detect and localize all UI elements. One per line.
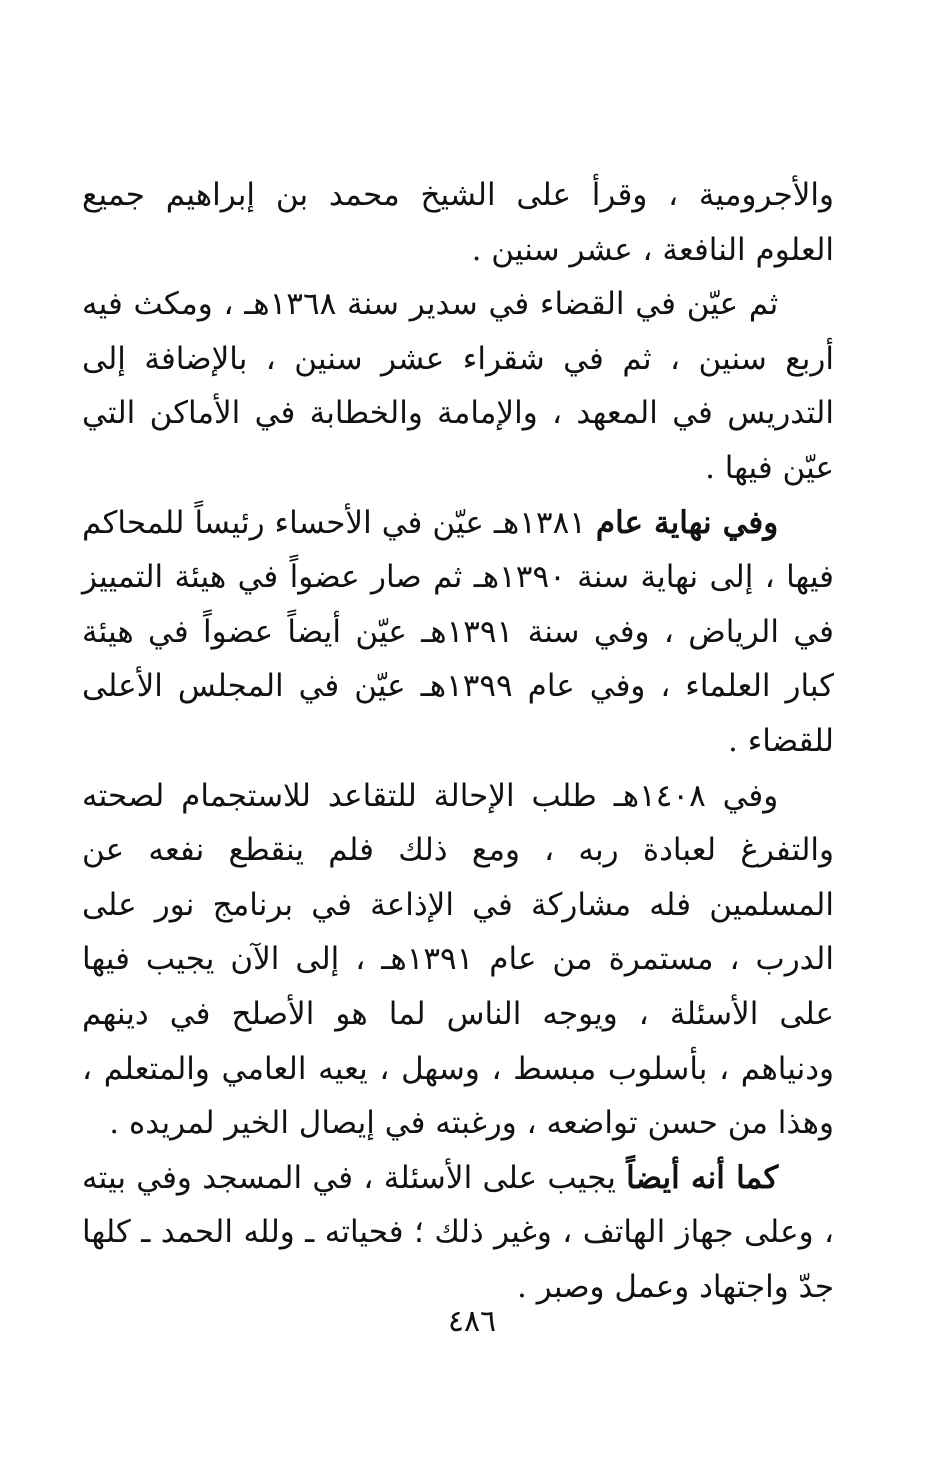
paragraph-3-text: ١٣٨١هـ عيّن في الأحساء رئيساً للمحاكم فيها ، إلى نهاية سنة ١٣٩٠هـ ثم صار عضواً في هيئة التمييز في الرياض ، وفي سنة ١٣٩١هـ عيّن أيضاً عضواً في هيئة كبار العلماء ، وفي عام ١٣٩٩هـ عيّن في المجلس الأعلى للقضاء . — [82, 504, 834, 759]
paragraph-3 — [82, 496, 834, 769]
paragraph-5-lead: كما أنه أيضاً — [626, 1159, 779, 1196]
page-number: ٤٨٦ — [447, 1304, 497, 1339]
paragraph-5 — [82, 1151, 834, 1315]
paragraph-2-text: ثم عيّن في القضاء في سدير سنة ١٣٦٨هـ ، ومكث فيه أربع سنين ، ثم في شقراء عشر سنين ، بالإضافة إلى التدريس في المعهد ، والإمامة والخطابة في الأماكن التي عيّن فيها . — [82, 286, 834, 486]
paragraph-3-lead: وفي نهاية عام — [595, 504, 779, 541]
paragraph-1-text: والأجرومية ، وقرأ على الشيخ محمد بن إبراهيم جميع العلوم النافعة ، عشر سنين . — [82, 177, 834, 268]
body-text — [82, 168, 834, 1314]
paragraph-1 — [82, 168, 834, 277]
paragraph-4-text: وفي ١٤٠٨هـ طلب الإحالة للتقاعد للاستجمام لصحته والتفرغ لعبادة ربه ، ومع ذلك فلم ينقطع نفعه عن المسلمين فله مشاركة في الإذاعة في برنامج نور على الدرب ، مستمرة من عام ١٣٩١هـ ، إلى الآن يجيب فيها على الأسئلة ، ويوجه الناس لما هو الأصلح في دينهم ودنياهم ، بأسلوب مبسط ، وسهل ، يعيه العامي والمتعلم ، وهذا من حسن تواضعه ، ورغبته في إيصال الخير لمريده . — [82, 777, 834, 1142]
paragraph-4 — [82, 769, 834, 1151]
paragraph-5-text: يجيب على الأسئلة ، في المسجد وفي بيته ، وعلى جهاز الهاتف ، وغير ذلك ؛ فحياته ـ ولله الحمد ـ كلها جدّ واجتهاد وعمل وصبر . — [82, 1159, 834, 1305]
paragraph-2 — [82, 277, 834, 495]
